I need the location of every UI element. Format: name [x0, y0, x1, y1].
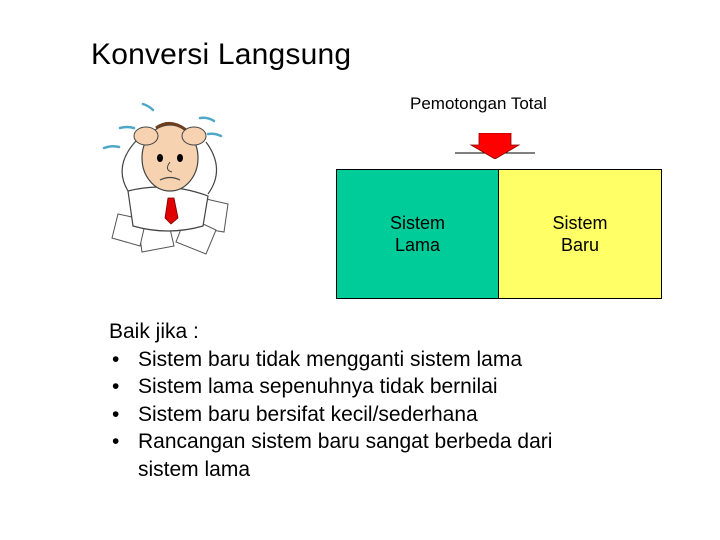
- list-item: [109, 401, 618, 429]
- criteria-item-text: Sistem baru tidak mengganti sistem lama: [138, 347, 522, 371]
- criteria-item-text: Rancangan sistem baru sangat berbeda dari sistem lama: [138, 430, 553, 481]
- bullet-icon: •: [112, 375, 120, 398]
- bullet-icon: •: [112, 430, 120, 453]
- new-system-box: [498, 169, 662, 299]
- criteria-heading: Baik jika :: [109, 320, 199, 343]
- new-system-label: Sistem Baru: [552, 213, 608, 255]
- list-item: [109, 346, 618, 374]
- old-system-box: [336, 169, 499, 299]
- criteria-item-text: Sistem baru bersifat kecil/sederhana: [138, 402, 478, 426]
- list-item: [109, 428, 618, 483]
- cut-label: Pemotongan Total: [410, 94, 547, 113]
- list-item: [109, 373, 618, 401]
- old-system-label: Sistem Lama: [389, 213, 445, 255]
- bullet-icon: •: [112, 347, 120, 371]
- criteria-item-text: Sistem lama sepenuhnya tidak bernilai: [138, 375, 498, 398]
- stressed-man-icon: [98, 96, 233, 271]
- down-arrow-icon: [455, 133, 535, 164]
- bullet-icon: •: [112, 402, 120, 426]
- criteria-list: [109, 318, 618, 483]
- slide-title: Konversi Langsung: [91, 38, 352, 71]
